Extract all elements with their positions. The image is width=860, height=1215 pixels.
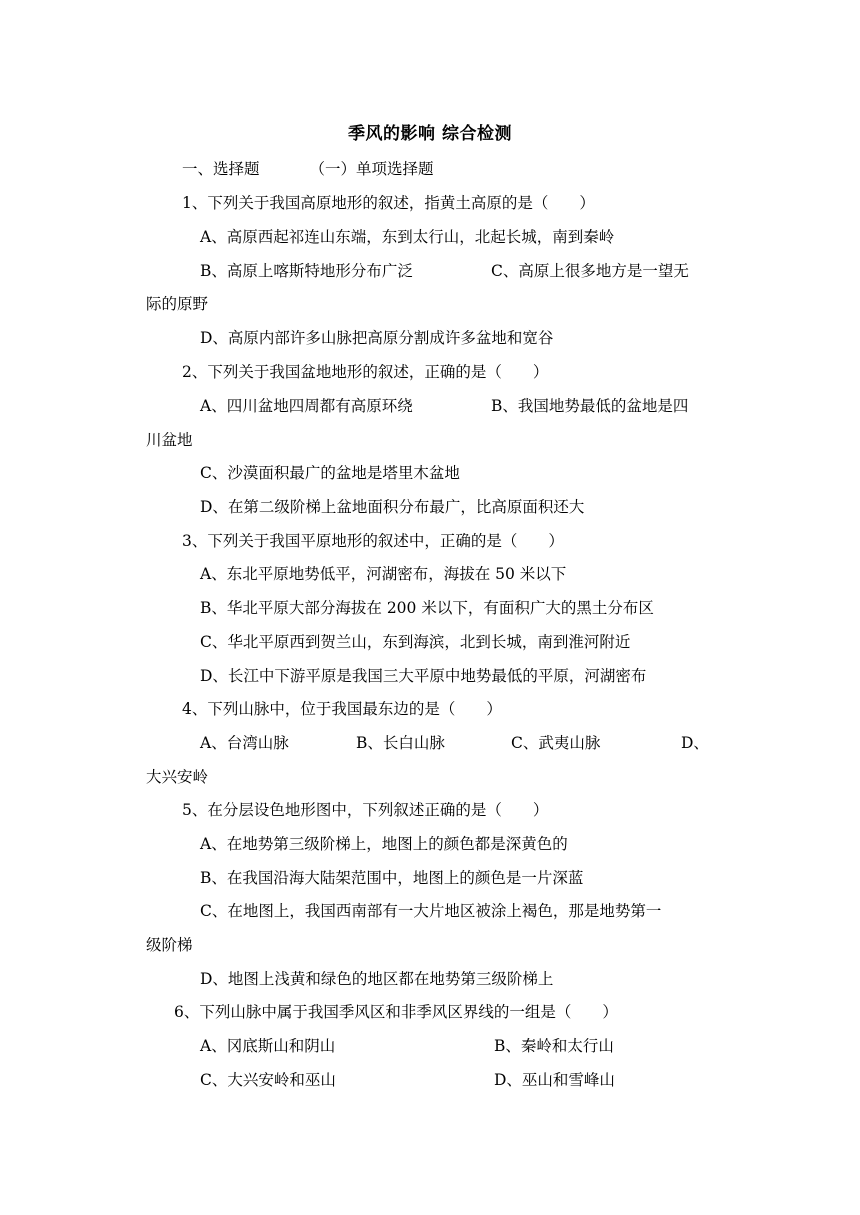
q1-option-c: C、高原上很多地方是一望无: [491, 262, 689, 280]
q3-option-c: C、华北平原西到贺兰山，东到海滨，北到长城，南到淮河附近: [200, 633, 631, 651]
q4-stem: 4、下列山脉中，位于我国最东边的是（ ）: [182, 700, 502, 718]
q6-option-a: A、冈底斯山和阴山: [200, 1037, 336, 1055]
q4-option-d-cont: 大兴安岭: [146, 768, 209, 786]
q5-option-c: C、在地图上，我国西南部有一大片地区被涂上褐色，那是地势第一: [200, 902, 662, 920]
q4-option-a: A、台湾山脉: [200, 734, 289, 752]
q2-option-d: D、在第二级阶梯上盆地面积分布最广，比高原面积还大: [200, 498, 585, 516]
q5-option-d: D、地图上浅黄和绿色的地区都在地势第三级阶梯上: [200, 970, 554, 988]
q5-option-c-cont: 级阶梯: [146, 936, 193, 954]
q1-stem: 1、下列关于我国高原地形的叙述，指黄土高原的是（ ）: [182, 194, 595, 212]
q2-option-c: C、沙漠面积最广的盆地是塔里木盆地: [200, 464, 460, 482]
q3-option-b: B、华北平原大部分海拔在 200 米以下，有面积广大的黑土分布区: [200, 599, 654, 617]
q1-option-a: A、高原西起祁连山东端，东到太行山，北起长城，南到秦岭: [200, 228, 615, 246]
q6-option-d: D、巫山和雪峰山: [494, 1071, 615, 1089]
section-part2: （一）单项选择题: [309, 160, 434, 178]
q1-option-d: D、高原内部许多山脉把高原分割成许多盆地和宽谷: [200, 329, 554, 347]
q4-option-b: B、长白山脉: [356, 734, 445, 752]
q3-option-d: D、长江中下游平原是我国三大平原中地势最低的平原，河湖密布: [200, 667, 647, 685]
q2-option-b-cont: 川盆地: [146, 431, 193, 449]
q6-option-c: C、大兴安岭和巫山: [200, 1071, 336, 1089]
q2-option-b: B、我国地势最低的盆地是四: [491, 397, 689, 415]
q6-stem: 6、下列山脉中属于我国季风区和非季风区界线的一组是（ ）: [174, 1003, 618, 1021]
q5-stem: 5、在分层设色地形图中，下列叙述正确的是（ ）: [182, 801, 549, 819]
q4-option-c: C、武夷山脉: [511, 734, 601, 752]
q5-option-a: A、在地势第三级阶梯上，地图上的颜色都是深黄色的: [200, 835, 568, 853]
q2-stem: 2、下列关于我国盆地地形的叙述，正确的是（ ）: [182, 363, 549, 381]
q5-option-b: B、在我国沿海大陆架范围中，地图上的颜色是一片深蓝: [200, 869, 584, 887]
q2-option-a: A、四川盆地四周都有高原环绕: [200, 397, 413, 415]
q1-option-c-cont: 际的原野: [146, 295, 209, 313]
page-title: 季风的影响 综合检测: [348, 124, 512, 144]
section-heading: [182, 158, 434, 180]
q3-stem: 3、下列关于我国平原地形的叙述中，正确的是（ ）: [182, 532, 564, 550]
q1-option-b: B、高原上喀斯特地形分布广泛: [200, 262, 413, 280]
q4-option-d: D、: [681, 734, 709, 752]
q3-option-a: A、东北平原地势低平，河湖密布，海拔在 50 米以下: [200, 565, 567, 583]
section-part1: 一、选择题: [182, 160, 260, 178]
q6-option-b: B、秦岭和太行山: [494, 1037, 614, 1055]
